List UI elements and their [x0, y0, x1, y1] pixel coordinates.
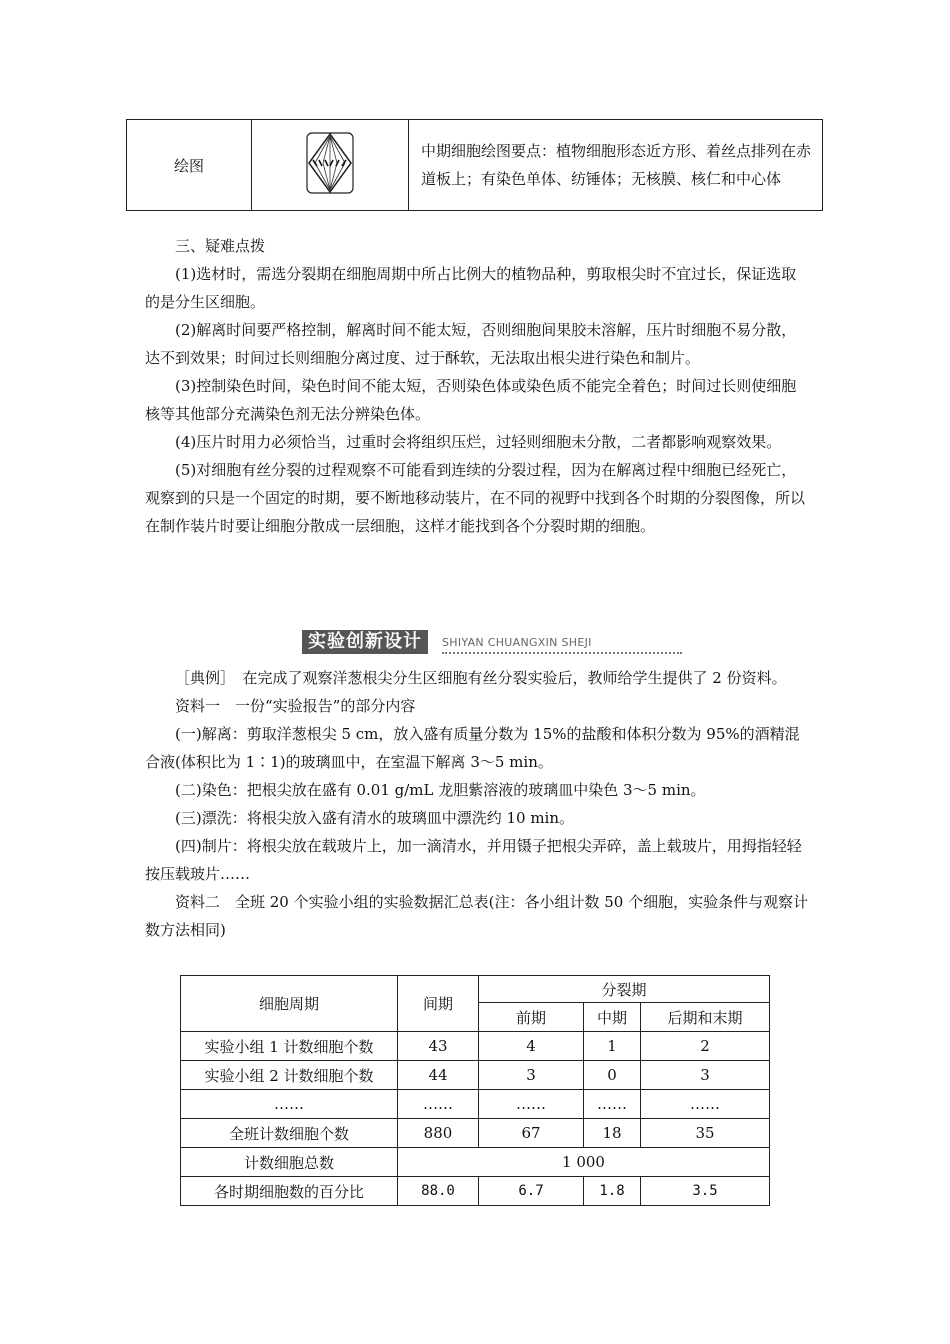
- table-row: [181, 1148, 770, 1177]
- banner-title: 实验创新设计: [302, 630, 428, 654]
- row-label: ……: [181, 1090, 398, 1119]
- cell-metaphase: ……: [584, 1090, 641, 1119]
- cell-prophase: 6.7: [479, 1177, 584, 1206]
- table-row: [181, 1177, 770, 1206]
- cell-metaphase: 1: [584, 1032, 641, 1061]
- header-interphase: 间期: [398, 976, 479, 1032]
- row-label: 全班计数细胞个数: [181, 1119, 398, 1148]
- row-label: 实验小组 1 计数细胞个数: [181, 1032, 398, 1061]
- header-metaphase: 中期: [584, 1003, 641, 1032]
- section3-point: (2)解离时间要严格控制，解离时间不能太短，否则细胞间果胶未溶解，压片时细胞不易分散，达不到效果；时间过长则细胞分离过度、过于酥软，无法取出根尖进行染色和制片。: [145, 321, 797, 367]
- banner-dotted-rule: [442, 652, 682, 654]
- cell-metaphase: 1.8: [584, 1177, 641, 1206]
- example-block: [145, 664, 810, 944]
- material2-title: 资料二 全班 20 个实验小组的实验数据汇总表(注：各小组计数 50 个细胞，实验条件与观察计数方法相同): [145, 893, 809, 939]
- row-label: 各时期细胞数的百分比: [181, 1177, 398, 1206]
- cell-interphase: 88.0: [398, 1177, 479, 1206]
- cell-interphase: ……: [398, 1090, 479, 1119]
- banner-subtitle: SHIYAN CHUANGXIN SHEJI: [442, 636, 592, 649]
- table-row: [181, 1090, 770, 1119]
- cell-prophase: 4: [479, 1032, 584, 1061]
- experiment-step: (三)漂洗：将根尖放入盛有清水的玻璃皿中漂洗约 10 min。: [175, 809, 575, 827]
- header-cell-cycle: 细胞周期: [181, 976, 398, 1032]
- cell-metaphase: 18: [584, 1119, 641, 1148]
- cell-metaphase: 0: [584, 1061, 641, 1090]
- header-later: 后期和末期: [641, 1003, 770, 1032]
- cell-interphase: 43: [398, 1032, 479, 1061]
- cell-prophase: ……: [479, 1090, 584, 1119]
- metaphase-cell-drawing-icon: [305, 132, 355, 194]
- experiment-step: (二)染色：把根尖放在盛有 0.01 g/mL 龙胆紫溶液的玻璃皿中染色 3～5 min。: [175, 781, 706, 799]
- example-intro: ［典例］ 在完成了观察洋葱根尖分生区细胞有丝分裂实验后，教师给学生提供了 2 份资料。: [175, 669, 787, 687]
- table-row: [181, 1032, 770, 1061]
- section3-block: [145, 232, 810, 540]
- table-row: [181, 1119, 770, 1148]
- section3-heading: 三、疑难点拨: [175, 237, 266, 255]
- experiment-step: (四)制片：将根尖放在载玻片上，加一滴清水，并用镊子把根尖弄碎，盖上载玻片，用拇指轻轻按压载玻片……: [145, 837, 802, 883]
- row-label: 实验小组 2 计数细胞个数: [181, 1061, 398, 1090]
- table-row: [181, 1061, 770, 1090]
- section3-point: (1)选材时，需选分裂期在细胞周期中所占比例大的植物品种，剪取根尖时不宜过长，保证选取的是分生区细胞。: [145, 265, 797, 311]
- drawing-image-cell: [252, 120, 409, 211]
- drawing-label: 绘图: [127, 120, 252, 211]
- cell-later: ……: [641, 1090, 770, 1119]
- cell-later: 3.5: [641, 1177, 770, 1206]
- cell-prophase: 3: [479, 1061, 584, 1090]
- header-prophase: 前期: [479, 1003, 584, 1032]
- cell-interphase: 44: [398, 1061, 479, 1090]
- section3-point: (3)控制染色时间，染色时间不能太短，否则染色体或染色质不能完全着色；时间过长则使细胞核等其他部分充满染色剂无法分辨染色体。: [145, 377, 797, 423]
- material1-title: 资料一 一份“实验报告”的部分内容: [175, 697, 416, 715]
- cell-later: 2: [641, 1032, 770, 1061]
- cell-interphase: 880: [398, 1119, 479, 1148]
- cell-total: 1 000: [398, 1148, 770, 1177]
- header-division: 分裂期: [479, 976, 770, 1003]
- section3-point: (4)压片时用力必须恰当，过重时会将组织压烂，过轻则细胞未分散，二者都影响观察效果。: [175, 433, 782, 451]
- row-label: 计数细胞总数: [181, 1148, 398, 1177]
- cell-later: 35: [641, 1119, 770, 1148]
- drawing-table: [126, 119, 823, 211]
- drawing-description: 中期细胞绘图要点：植物细胞形态近方形、着丝点排列在赤道板上；有染色单体、纺锤体；无核膜、核仁和中心体: [409, 120, 823, 211]
- cell-prophase: 67: [479, 1119, 584, 1148]
- section-banner: [302, 630, 682, 656]
- section3-point: (5)对细胞有丝分裂的过程观察不可能看到连续的分裂过程，因为在解离过程中细胞已经死亡，观察到的只是一个固定的时期，要不断地移动装片，在不同的视野中找到各个时期的分裂图像，所以在制作装片时要让细胞分散成一层细胞，这样才能找到各个分裂时期的细胞。: [145, 461, 806, 535]
- cell-later: 3: [641, 1061, 770, 1090]
- cell-count-table: [180, 975, 770, 1206]
- experiment-step: (一)解离：剪取洋葱根尖 5 cm，放入盛有质量分数为 15%的盐酸和体积分数为 95%的酒精混合液(体积比为 1∶1)的玻璃皿中，在室温下解离 3～5 min。: [145, 725, 800, 771]
